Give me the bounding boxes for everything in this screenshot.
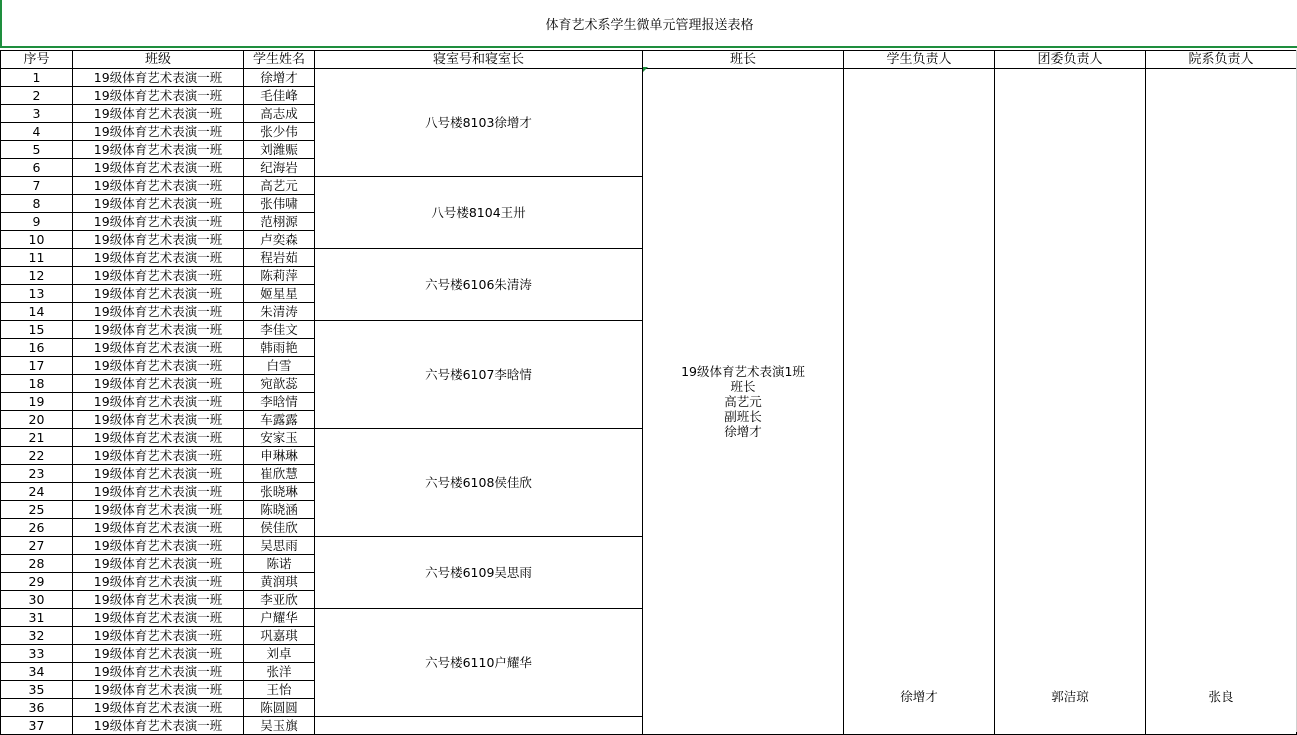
cell-class[interactable]: 19级体育艺术表演一班 bbox=[73, 159, 244, 177]
cell-class[interactable]: 19级体育艺术表演一班 bbox=[73, 609, 244, 627]
cell-student-name[interactable]: 侯佳欣 bbox=[244, 519, 315, 537]
cell-seq[interactable]: 31 bbox=[1, 609, 73, 627]
sheet-title: 体育艺术系学生微单元管理报送表格 bbox=[545, 18, 754, 33]
cell-dorm[interactable]: 八号楼8104王卅 bbox=[315, 177, 643, 249]
cell-student-name[interactable]: 高志成 bbox=[244, 105, 315, 123]
cell-dept-resp[interactable]: 张良 bbox=[1146, 69, 1297, 735]
cell-student-name[interactable]: 姬星星 bbox=[244, 285, 315, 303]
header-dorm[interactable]: 寝室号和寝室长 bbox=[315, 51, 643, 69]
cell-class[interactable]: 19级体育艺术表演一班 bbox=[73, 519, 244, 537]
cell-student-name[interactable]: 李亚欣 bbox=[244, 591, 315, 609]
cell-seq[interactable]: 28 bbox=[1, 555, 73, 573]
cell-seq[interactable]: 5 bbox=[1, 141, 73, 159]
cell-class[interactable]: 19级体育艺术表演一班 bbox=[73, 501, 244, 519]
cell-seq[interactable]: 36 bbox=[1, 699, 73, 717]
cell-monitor[interactable] bbox=[643, 69, 844, 735]
cell-seq[interactable]: 1 bbox=[1, 69, 73, 87]
cell-student-name[interactable]: 陈诺 bbox=[244, 555, 315, 573]
cell-student-name[interactable]: 李晗情 bbox=[244, 393, 315, 411]
comment-indicator-icon bbox=[643, 67, 648, 72]
cell-student-name[interactable]: 吴思雨 bbox=[244, 537, 315, 555]
monitor-line: 19级体育艺术表演1班 bbox=[681, 364, 805, 379]
cell-student-name[interactable]: 车露露 bbox=[244, 411, 315, 429]
cell-class[interactable]: 19级体育艺术表演一班 bbox=[73, 357, 244, 375]
cell-class[interactable]: 19级体育艺术表演一班 bbox=[73, 393, 244, 411]
cell-seq[interactable]: 19 bbox=[1, 393, 73, 411]
cell-student-name[interactable]: 徐增才 bbox=[244, 69, 315, 87]
cell-class[interactable]: 19级体育艺术表演一班 bbox=[73, 411, 244, 429]
cell-class[interactable]: 19级体育艺术表演一班 bbox=[73, 591, 244, 609]
cell-class[interactable]: 19级体育艺术表演一班 bbox=[73, 321, 244, 339]
cell-seq[interactable]: 7 bbox=[1, 177, 73, 195]
cell-class[interactable]: 19级体育艺术表演一班 bbox=[73, 267, 244, 285]
cell-student-name[interactable]: 王怡 bbox=[244, 681, 315, 699]
cell-seq[interactable]: 30 bbox=[1, 591, 73, 609]
cell-seq[interactable]: 17 bbox=[1, 357, 73, 375]
cell-student-name[interactable]: 户耀华 bbox=[244, 609, 315, 627]
cell-class[interactable]: 19级体育艺术表演一班 bbox=[73, 195, 244, 213]
header-student-resp[interactable]: 学生负责人 bbox=[844, 51, 995, 69]
cell-seq[interactable]: 15 bbox=[1, 321, 73, 339]
cell-seq[interactable]: 35 bbox=[1, 681, 73, 699]
cell-seq[interactable]: 12 bbox=[1, 267, 73, 285]
spreadsheet-table bbox=[0, 50, 1297, 735]
cell-seq[interactable]: 2 bbox=[1, 87, 73, 105]
cell-student-name[interactable]: 崔欣慧 bbox=[244, 465, 315, 483]
cell-class[interactable]: 19级体育艺术表演一班 bbox=[73, 375, 244, 393]
cell-class[interactable]: 19级体育艺术表演一班 bbox=[73, 177, 244, 195]
cell-student-name[interactable]: 白雪 bbox=[244, 357, 315, 375]
cell-dorm[interactable]: 八号楼8103徐增才 bbox=[315, 69, 643, 177]
cell-class[interactable]: 19级体育艺术表演一班 bbox=[73, 249, 244, 267]
cell-seq[interactable]: 9 bbox=[1, 213, 73, 231]
cell-class[interactable]: 19级体育艺术表演一班 bbox=[73, 681, 244, 699]
header-row bbox=[1, 51, 1297, 69]
cell-seq[interactable]: 13 bbox=[1, 285, 73, 303]
cell-class[interactable]: 19级体育艺术表演一班 bbox=[73, 465, 244, 483]
cell-dorm[interactable]: 六号楼6109吴思雨 bbox=[315, 537, 643, 609]
cell-class[interactable]: 19级体育艺术表演一班 bbox=[73, 537, 244, 555]
cell-seq[interactable]: 24 bbox=[1, 483, 73, 501]
cell-dorm[interactable]: 六号楼6106朱清涛 bbox=[315, 249, 643, 321]
cell-class[interactable]: 19级体育艺术表演一班 bbox=[73, 339, 244, 357]
monitor-line: 班长 bbox=[730, 379, 756, 394]
cell-class[interactable]: 19级体育艺术表演一班 bbox=[73, 663, 244, 681]
cell-seq[interactable]: 3 bbox=[1, 105, 73, 123]
cell-class[interactable]: 19级体育艺术表演一班 bbox=[73, 483, 244, 501]
cell-dorm[interactable]: 六号楼6108侯佳欣 bbox=[315, 429, 643, 537]
cell-seq[interactable]: 14 bbox=[1, 303, 73, 321]
cell-seq[interactable]: 4 bbox=[1, 123, 73, 141]
cell-class[interactable]: 19级体育艺术表演一班 bbox=[73, 555, 244, 573]
cell-student-name[interactable]: 李佳文 bbox=[244, 321, 315, 339]
header-league-resp[interactable]: 团委负责人 bbox=[995, 51, 1146, 69]
cell-seq[interactable]: 29 bbox=[1, 573, 73, 591]
cell-seq[interactable]: 27 bbox=[1, 537, 73, 555]
cell-seq[interactable]: 23 bbox=[1, 465, 73, 483]
cell-seq[interactable]: 25 bbox=[1, 501, 73, 519]
cell-student-name[interactable]: 程岩茹 bbox=[244, 249, 315, 267]
cell-student-resp[interactable]: 徐增才 bbox=[844, 69, 995, 735]
table-row bbox=[1, 69, 1297, 87]
cell-class[interactable]: 19级体育艺术表演一班 bbox=[73, 123, 244, 141]
cell-student-name[interactable]: 高艺元 bbox=[244, 177, 315, 195]
cell-student-name[interactable]: 安家玉 bbox=[244, 429, 315, 447]
cell-student-name[interactable]: 宛歆蕊 bbox=[244, 375, 315, 393]
cell-student-name[interactable]: 巩嘉琪 bbox=[244, 627, 315, 645]
cell-seq[interactable]: 6 bbox=[1, 159, 73, 177]
cell-seq[interactable]: 8 bbox=[1, 195, 73, 213]
cell-seq[interactable]: 33 bbox=[1, 645, 73, 663]
cell-class[interactable]: 19级体育艺术表演一班 bbox=[73, 69, 244, 87]
cell-class[interactable]: 19级体育艺术表演一班 bbox=[73, 285, 244, 303]
cell-dorm[interactable]: 六号楼6110户耀华 bbox=[315, 609, 643, 717]
header-dept-resp[interactable]: 院系负责人 bbox=[1146, 51, 1297, 69]
cell-student-name[interactable]: 张晓琳 bbox=[244, 483, 315, 501]
cell-dorm[interactable]: 六号楼6107李晗情 bbox=[315, 321, 643, 429]
cell-student-name[interactable]: 刘潍赈 bbox=[244, 141, 315, 159]
cell-student-name[interactable]: 韩雨艳 bbox=[244, 339, 315, 357]
header-class[interactable]: 班级 bbox=[73, 51, 244, 69]
cell-student-name[interactable]: 张少伟 bbox=[244, 123, 315, 141]
cell-student-name[interactable]: 范栩源 bbox=[244, 213, 315, 231]
cell-seq[interactable]: 26 bbox=[1, 519, 73, 537]
table-body bbox=[1, 69, 1297, 735]
cell-seq[interactable]: 34 bbox=[1, 663, 73, 681]
cell-student-name[interactable]: 吴玉旗 bbox=[244, 717, 315, 735]
title-cell[interactable] bbox=[0, 0, 1297, 48]
cell-class[interactable]: 19级体育艺术表演一班 bbox=[73, 573, 244, 591]
monitor-line: 副班长 bbox=[724, 409, 762, 424]
cell-seq[interactable]: 16 bbox=[1, 339, 73, 357]
cell-student-name[interactable]: 毛佳峰 bbox=[244, 87, 315, 105]
cell-seq[interactable]: 21 bbox=[1, 429, 73, 447]
cell-class[interactable]: 19级体育艺术表演一班 bbox=[73, 699, 244, 717]
cell-league-resp[interactable]: 郭洁琼 bbox=[995, 69, 1146, 735]
cell-student-name[interactable]: 陈圆圆 bbox=[244, 699, 315, 717]
cell-class[interactable]: 19级体育艺术表演一班 bbox=[73, 429, 244, 447]
cell-seq[interactable]: 18 bbox=[1, 375, 73, 393]
cell-class[interactable]: 19级体育艺术表演一班 bbox=[73, 141, 244, 159]
cell-student-name[interactable]: 张洋 bbox=[244, 663, 315, 681]
cell-class[interactable]: 19级体育艺术表演一班 bbox=[73, 303, 244, 321]
cell-student-name[interactable]: 朱清涛 bbox=[244, 303, 315, 321]
cell-class[interactable]: 19级体育艺术表演一班 bbox=[73, 213, 244, 231]
header-name[interactable]: 学生姓名 bbox=[244, 51, 315, 69]
cell-class[interactable]: 19级体育艺术表演一班 bbox=[73, 105, 244, 123]
monitor-line: 高艺元 bbox=[724, 394, 762, 409]
cell-student-name[interactable]: 张伟啸 bbox=[244, 195, 315, 213]
cell-class[interactable]: 19级体育艺术表演一班 bbox=[73, 231, 244, 249]
monitor-line: 徐增才 bbox=[724, 424, 762, 439]
cell-class[interactable]: 19级体育艺术表演一班 bbox=[73, 645, 244, 663]
header-monitor[interactable]: 班长 bbox=[643, 51, 844, 69]
cell-seq[interactable]: 11 bbox=[1, 249, 73, 267]
cell-student-name[interactable]: 刘卓 bbox=[244, 645, 315, 663]
header-seq[interactable]: 序号 bbox=[1, 51, 73, 69]
cell-class[interactable]: 19级体育艺术表演一班 bbox=[73, 717, 244, 735]
cell-seq[interactable]: 32 bbox=[1, 627, 73, 645]
cell-student-name[interactable]: 纪海岩 bbox=[244, 159, 315, 177]
cell-student-name[interactable]: 卢奕森 bbox=[244, 231, 315, 249]
cell-class[interactable]: 19级体育艺术表演一班 bbox=[73, 627, 244, 645]
cell-student-name[interactable]: 陈晓涵 bbox=[244, 501, 315, 519]
cell-seq[interactable]: 22 bbox=[1, 447, 73, 465]
cell-seq[interactable]: 10 bbox=[1, 231, 73, 249]
cell-class[interactable]: 19级体育艺术表演一班 bbox=[73, 447, 244, 465]
cell-seq[interactable]: 37 bbox=[1, 717, 73, 735]
cell-student-name[interactable]: 黄润琪 bbox=[244, 573, 315, 591]
cell-seq[interactable]: 20 bbox=[1, 411, 73, 429]
cell-student-name[interactable]: 陈莉萍 bbox=[244, 267, 315, 285]
cell-student-name[interactable]: 申琳琳 bbox=[244, 447, 315, 465]
cell-class[interactable]: 19级体育艺术表演一班 bbox=[73, 87, 244, 105]
